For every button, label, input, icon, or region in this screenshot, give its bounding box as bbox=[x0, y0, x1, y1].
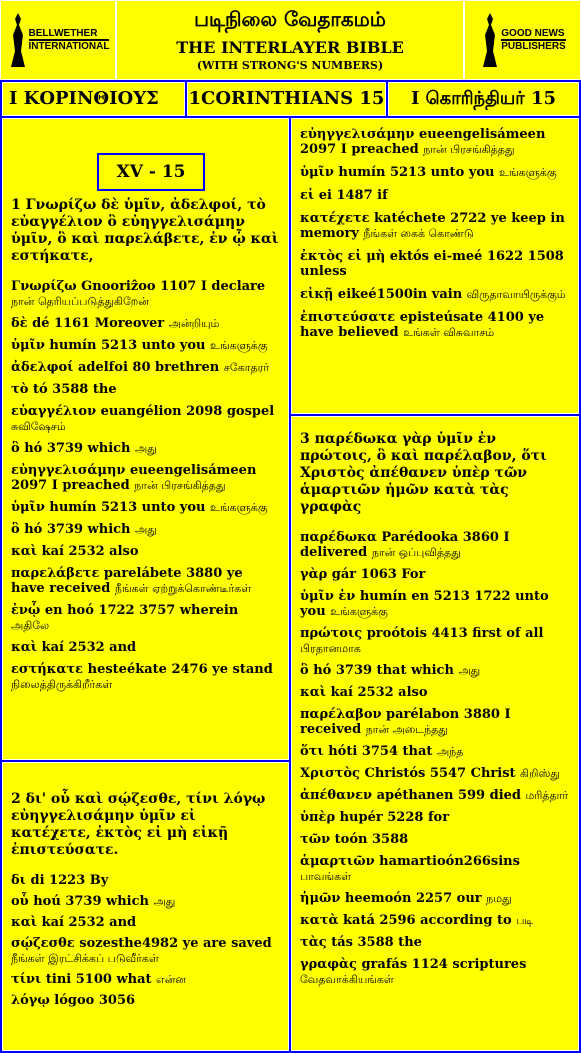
verse1-word-list bbox=[11, 279, 280, 692]
greek-word: εὐηγγελισάμην bbox=[11, 463, 130, 478]
word-entry bbox=[300, 891, 570, 906]
tamil-translation: அதிலே bbox=[11, 619, 50, 632]
title-english: THE INTERLAYER BIBLE bbox=[176, 38, 404, 57]
transliteration: tás 3588 the bbox=[331, 935, 422, 950]
verse3-greek-text: 3 παρέδωκα γὰρ ὑμῖν ἐν πρώτοις, ὃ καὶ παρέλαβον, ὅτι Χριστὸς ἀπέθανεν ὑπὲρ τῶν ἁμαρτιῶν ἡμῶν κατὰ τὰς γραφὰς bbox=[300, 431, 547, 515]
word-entry bbox=[300, 935, 570, 950]
transliteration: eikeé1500in vain bbox=[337, 287, 467, 302]
word-entry bbox=[11, 338, 280, 353]
tamil-translation: நான் பிரசங்கித்தது bbox=[423, 143, 515, 156]
word-entry bbox=[300, 310, 570, 340]
transliteration: eueengelisámeen 2097 I preached bbox=[11, 463, 257, 493]
word-entry bbox=[11, 500, 280, 515]
word-entry bbox=[300, 685, 570, 700]
transliteration: Christós 5547 Christ bbox=[364, 766, 521, 781]
greek-word: κατέχετε bbox=[300, 211, 375, 226]
greek-word: εὐηγγελισάμην bbox=[300, 127, 419, 142]
word-entry bbox=[300, 788, 570, 803]
transliteration: hó 3739 which bbox=[24, 522, 136, 537]
tamil-translation: நீங்கள் கைக் கொண்டு bbox=[363, 227, 474, 240]
greek-word: ἐκτὸς εἰ μὴ bbox=[300, 249, 390, 264]
transliteration: en hoó 1722 3757 wherein bbox=[44, 603, 239, 618]
transliteration: hó 3739 which bbox=[24, 441, 136, 456]
greek-word: ὑμῖν bbox=[300, 165, 339, 180]
tamil-translation: அது bbox=[153, 895, 176, 908]
verse3-panel bbox=[291, 416, 579, 1051]
tamil-translation: மரித்தார் bbox=[525, 789, 569, 802]
word-entry bbox=[300, 913, 570, 928]
tamil-translation: சகோதரர் bbox=[223, 361, 270, 374]
transliteration: Gnooriẑoo 1107 I declare bbox=[81, 279, 266, 294]
greek-word: γὰρ bbox=[300, 567, 332, 582]
greek-word: ὃ bbox=[11, 441, 25, 456]
tamil-translation: நிலைத்திருக்கிறீர்கள் bbox=[11, 678, 113, 691]
transliteration: kaí 2532 and bbox=[41, 640, 137, 655]
greek-word: τῶν bbox=[300, 832, 335, 847]
word-entry bbox=[11, 382, 280, 397]
greek-word: γραφὰς bbox=[300, 957, 362, 972]
word-entry bbox=[11, 972, 280, 987]
tamil-translation: கிறிஸ்து bbox=[520, 767, 560, 780]
greek-word: εἰκῇ bbox=[300, 287, 338, 302]
transliteration: ei 1487 if bbox=[318, 188, 388, 203]
greek-word: λόγῳ bbox=[11, 993, 55, 1008]
transliteration: ektós ei-meé 1622 1508 unless bbox=[300, 249, 564, 279]
header-title-block bbox=[116, 0, 464, 80]
book-title-tamil-text: I கொரிந்தியர் 15 bbox=[410, 88, 557, 109]
greek-word: καὶ bbox=[11, 915, 42, 930]
word-entry bbox=[300, 766, 570, 781]
transliteration: heemoón 2257 our bbox=[344, 891, 487, 906]
greek-word: κατὰ bbox=[300, 913, 344, 928]
verse1-panel bbox=[2, 118, 289, 760]
left-logo bbox=[0, 0, 116, 80]
transliteration: apéthanen 599 died bbox=[376, 788, 526, 803]
word-entry bbox=[300, 810, 570, 825]
greek-word: ὑμῖν bbox=[11, 500, 50, 515]
book-title-greek bbox=[2, 82, 185, 116]
word-entry bbox=[11, 441, 280, 456]
figure-icon bbox=[7, 11, 29, 69]
greek-word: παρέδωκα bbox=[300, 530, 382, 545]
transliteration: katéchete 2722 ye keep in memory bbox=[300, 211, 565, 241]
word-entry bbox=[300, 127, 570, 157]
word-entry bbox=[300, 211, 570, 241]
chapter-label: XV - 15 bbox=[97, 153, 205, 191]
verse3-word-list bbox=[300, 530, 570, 987]
tamil-translation: சுவிஷேசம் bbox=[11, 420, 66, 433]
transliteration: humín 5213 unto you bbox=[338, 165, 499, 180]
transliteration: toón 3588 bbox=[334, 832, 409, 847]
verse1-cont-panel bbox=[291, 118, 579, 414]
greek-word: εὐαγγέλιον bbox=[11, 404, 101, 419]
right-logo-line2: PUBLISHERS bbox=[501, 41, 566, 52]
transliteration: tini 5100 what bbox=[45, 972, 157, 987]
greek-word: ἀπέθανεν bbox=[300, 788, 377, 803]
transliteration: kaí 2532 and bbox=[41, 915, 137, 930]
tamil-translation: நான் ஒப்புவித்தது bbox=[371, 546, 461, 559]
title-tamil: படிநிலை வேதாகமம் bbox=[194, 7, 386, 31]
verse2-greek-text: 2 δι' οὗ καὶ σῴζεσθε, τίνι λόγῳ εὐηγγελισάμην ὑμῖν εἰ κατέχετε, ἐκτὸς εἰ μὴ εἰκῇ ἐπιστεύσατε. bbox=[11, 791, 266, 858]
word-entry bbox=[11, 463, 280, 493]
book-title-tamil bbox=[388, 82, 579, 116]
greek-word: δι bbox=[11, 873, 31, 888]
greek-word: ὑπὲρ bbox=[300, 810, 340, 825]
word-entry bbox=[11, 993, 280, 1008]
verse1-greek-text: 1 Γνωρίζω δὲ ὑμῖν, ἀδελφοί, τὸ εὐαγγέλιον ὃ εὐηγγελισάμην ὑμῖν, ὃ καὶ παρελάβετε, ἐν ᾧ καὶ εστήκατε, bbox=[11, 197, 279, 264]
tamil-translation: என்ன bbox=[156, 973, 186, 986]
word-entry bbox=[11, 603, 280, 633]
transliteration: dé 1161 Moreover bbox=[32, 316, 169, 331]
verse2-word-list bbox=[11, 873, 280, 1008]
greek-word: εἰ bbox=[300, 188, 319, 203]
word-entry bbox=[300, 744, 570, 759]
tamil-translation: அது bbox=[135, 442, 157, 455]
tamil-translation: உங்களுக்கு bbox=[209, 501, 268, 514]
transliteration: katá 2596 according to bbox=[343, 913, 517, 928]
greek-word: ὑμῖν bbox=[11, 338, 50, 353]
word-entry bbox=[11, 404, 280, 434]
tamil-translation: நான் அடைந்தது bbox=[365, 723, 448, 736]
transliteration: parélabon 3880 I received bbox=[300, 707, 511, 737]
greek-word: ὃ bbox=[11, 522, 25, 537]
left-logo-line1: BELLWETHER bbox=[29, 28, 110, 41]
greek-word: καὶ bbox=[300, 685, 331, 700]
transliteration: hupér 5228 for bbox=[339, 810, 450, 825]
greek-word: πρώτοις bbox=[300, 626, 367, 641]
transliteration: eueengelisámeen 2097 I preached bbox=[300, 127, 546, 157]
transliteration: episteúsate 4100 ye have believed bbox=[300, 310, 545, 340]
transliteration: sozesthe4982 ye are saved bbox=[79, 936, 272, 951]
greek-word: τὸ bbox=[11, 382, 33, 397]
tamil-translation: படி bbox=[516, 914, 534, 927]
greek-word: εστήκατε bbox=[11, 662, 88, 677]
greek-word: ἀδελφοί bbox=[11, 360, 78, 375]
tamil-translation: நான் பிரசங்கித்தது bbox=[134, 479, 226, 492]
transliteration: di 1223 By bbox=[30, 873, 109, 888]
greek-word: ἁμαρτιῶν bbox=[300, 854, 380, 869]
book-title-english bbox=[187, 82, 386, 116]
tamil-translation: நீங்கள் ஏற்றுக்கொண்டீர்கள் bbox=[114, 582, 252, 595]
word-entry bbox=[300, 567, 570, 582]
transliteration: humín 5213 unto you bbox=[49, 500, 210, 515]
word-entry bbox=[300, 165, 570, 180]
tamil-translation: பாவங்கள் bbox=[300, 870, 352, 883]
word-entry bbox=[11, 279, 280, 309]
transliteration: adelfoi 80 brethren bbox=[77, 360, 224, 375]
transliteration: hóti 3754 that bbox=[328, 744, 437, 759]
transliteration: hoú 3739 which bbox=[33, 894, 154, 909]
word-entry bbox=[300, 530, 570, 560]
tamil-translation: நான் தெரியப்படுத்துகிறேன் bbox=[11, 295, 149, 308]
word-entry bbox=[11, 662, 280, 692]
tamil-translation: உங்களுக்கு bbox=[330, 605, 388, 618]
word-entry bbox=[300, 832, 570, 847]
transliteration: euangélion 2098 gospel bbox=[100, 404, 275, 419]
greek-word: τίνι bbox=[11, 972, 46, 987]
word-entry bbox=[11, 566, 280, 596]
transliteration: gár 1063 For bbox=[331, 567, 426, 582]
transliteration: hesteékate 2476 ye stand bbox=[87, 662, 273, 677]
transliteration: proótois 4413 first of all bbox=[366, 626, 544, 641]
tamil-translation: வேதவாக்கியங்கள் bbox=[300, 973, 394, 986]
tamil-translation: அந்த bbox=[436, 745, 464, 758]
greek-word: παρελάβετε bbox=[11, 566, 104, 581]
transliteration: hó 3739 that which bbox=[313, 663, 459, 678]
greek-word: τὰς bbox=[300, 935, 332, 950]
greek-word: καὶ bbox=[11, 640, 42, 655]
word-entry bbox=[300, 287, 570, 302]
verse1-cont-word-list bbox=[300, 127, 570, 340]
tamil-translation: விருதாவாயிருக்கும் bbox=[466, 288, 566, 301]
word-entry bbox=[300, 626, 570, 656]
word-entry bbox=[300, 589, 570, 619]
verse2-panel bbox=[2, 762, 289, 1051]
greek-word: καὶ bbox=[11, 544, 42, 559]
greek-word: ἡμῶν bbox=[300, 891, 345, 906]
transliteration: kaí 2532 also bbox=[41, 544, 139, 559]
word-entry bbox=[11, 640, 280, 655]
greek-word: οὗ bbox=[11, 894, 34, 909]
left-logo-line2: INTERNATIONAL bbox=[28, 41, 110, 52]
greek-word: ὅτι bbox=[300, 744, 329, 759]
word-entry bbox=[300, 663, 570, 678]
tamil-translation: அன்றியும் bbox=[168, 317, 220, 330]
transliteration: parelábete 3880 ye have received bbox=[11, 566, 243, 596]
word-entry bbox=[300, 188, 570, 203]
book-title-english-text: 1CORINTHIANS 15 bbox=[188, 88, 385, 109]
greek-word: Γνωρίζω bbox=[11, 279, 82, 294]
word-entry bbox=[11, 522, 280, 537]
word-entry bbox=[11, 915, 280, 930]
transliteration: tó 3588 the bbox=[32, 382, 117, 397]
word-entry bbox=[11, 544, 280, 559]
greek-word: ἐνᾧ bbox=[11, 603, 45, 618]
word-entry bbox=[11, 360, 280, 375]
subtitle: (WITH STRONG'S NUMBERS) bbox=[196, 59, 384, 72]
greek-word: παρέλαβον bbox=[300, 707, 387, 722]
greek-word: Χριστὸς bbox=[300, 766, 365, 781]
figure-icon bbox=[479, 11, 501, 69]
right-logo bbox=[464, 0, 581, 80]
word-entry bbox=[300, 854, 570, 884]
tamil-translation: அது bbox=[458, 664, 481, 677]
greek-word: δὲ bbox=[11, 316, 33, 331]
greek-word: ἐπιστεύσατε bbox=[300, 310, 400, 325]
transliteration: Parédooka 3860 I delivered bbox=[300, 530, 510, 560]
tamil-translation: அது bbox=[135, 523, 157, 536]
right-logo-line1: GOOD NEWS bbox=[501, 28, 565, 39]
transliteration: grafás 1124 scriptures bbox=[361, 957, 527, 972]
word-entry bbox=[300, 707, 570, 737]
word-entry bbox=[300, 957, 570, 987]
transliteration: lógoo 3056 bbox=[54, 993, 136, 1008]
tamil-translation: நமது bbox=[486, 892, 512, 905]
book-title-greek-text: I ΚΟΡΙΝΘΙΟΥΣ bbox=[9, 88, 159, 109]
transliteration: kaí 2532 also bbox=[330, 685, 428, 700]
transliteration: hamartioón266sins bbox=[379, 854, 520, 869]
tamil-translation: உங்களுக்கு bbox=[498, 166, 557, 179]
greek-word: σῴζεσθε bbox=[11, 936, 80, 951]
word-entry bbox=[300, 249, 570, 279]
tamil-translation: பிரதானமாக bbox=[300, 642, 361, 655]
greek-word: ὃ bbox=[300, 663, 314, 678]
tamil-translation: நீங்கள் இரட்சிக்கப் படுவீர்கள் bbox=[11, 952, 159, 965]
word-entry bbox=[11, 894, 280, 909]
transliteration: humín 5213 unto you bbox=[49, 338, 210, 353]
tamil-translation: உங்களுக்கு bbox=[209, 339, 268, 352]
transliteration: humín en 5213 1722 unto you bbox=[300, 589, 549, 619]
word-entry bbox=[11, 873, 280, 888]
tamil-translation: உங்கள் விசுவாசம் bbox=[403, 326, 495, 339]
word-entry bbox=[11, 936, 280, 966]
word-entry bbox=[11, 316, 280, 331]
greek-word: ὑμῖν ἐν bbox=[300, 589, 360, 604]
